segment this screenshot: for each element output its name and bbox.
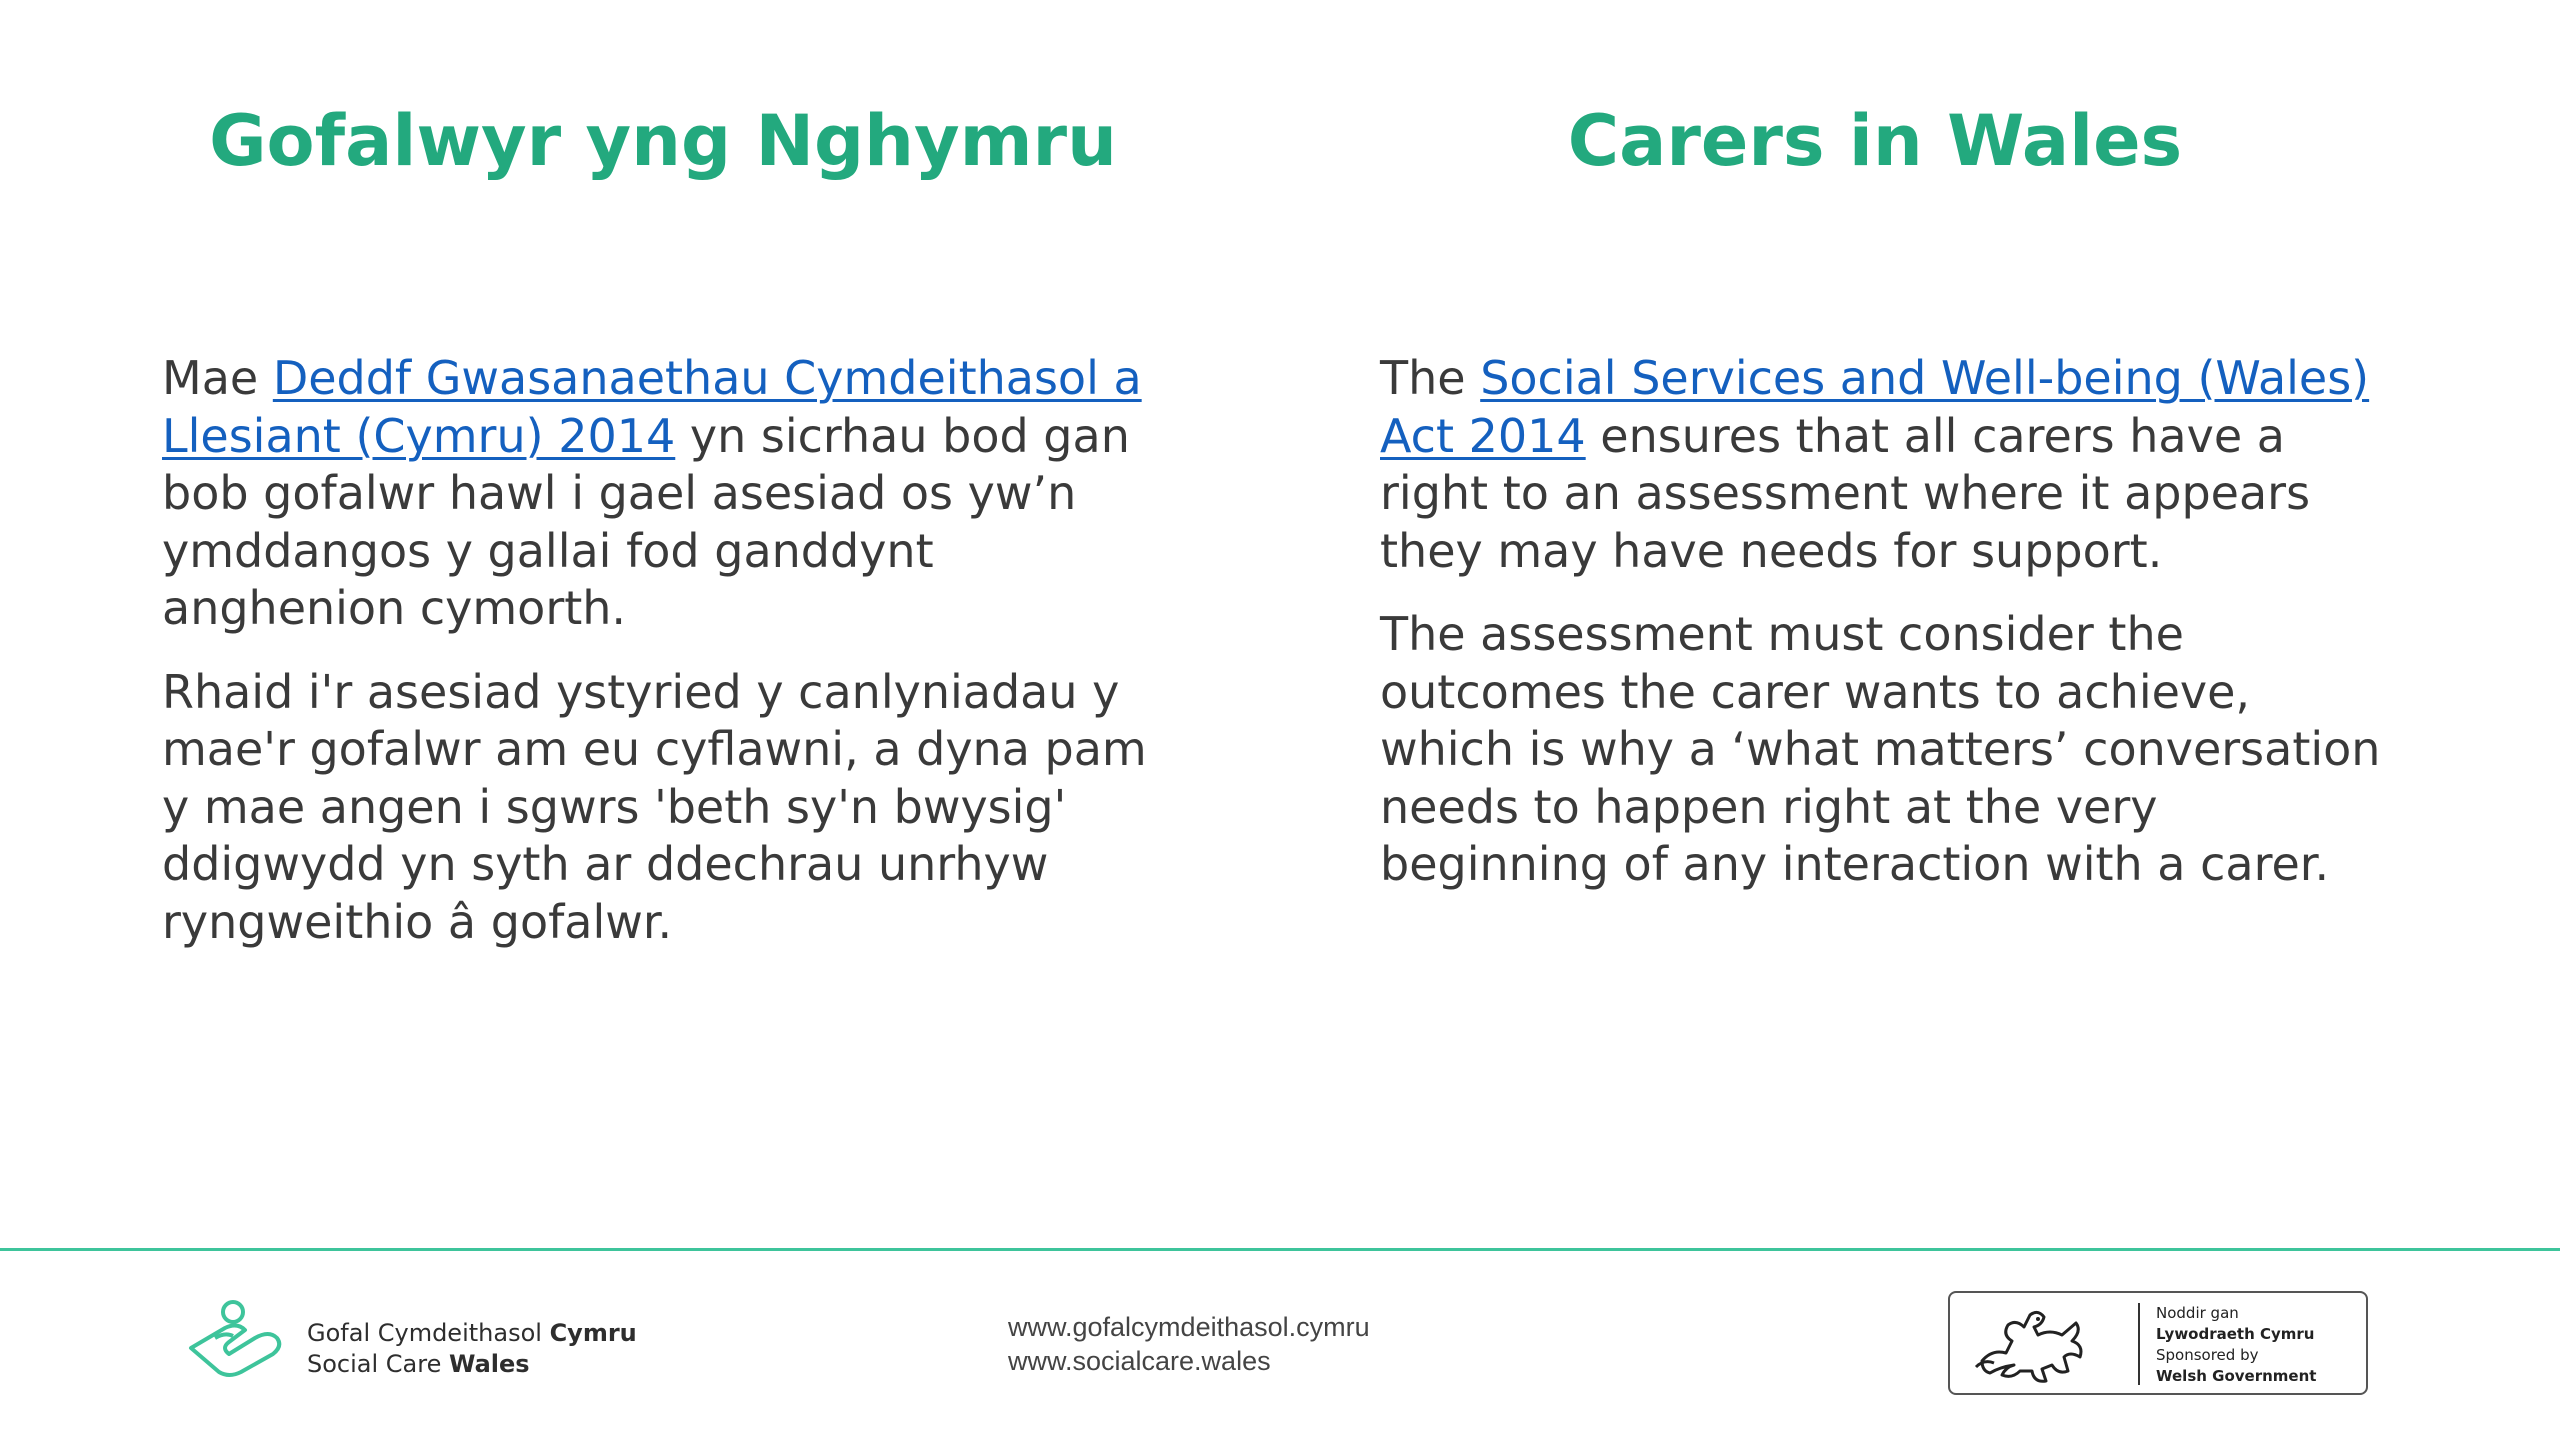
- english-p1-suffix: ensures that all carers have a right to an assessment where it appears they may have needs for support.: [1380, 408, 2311, 578]
- badge-line-3: Sponsored by: [2156, 1346, 2259, 1364]
- welsh-body: [162, 350, 1172, 977]
- logo-welsh-regular: Gofal Cymdeithasol: [307, 1319, 550, 1347]
- badge-line-2: Lywodraeth Cymru: [2156, 1325, 2315, 1343]
- welsh-dragon-icon: [1972, 1301, 2092, 1387]
- english-act-link[interactable]: Social Services and Well-being (Wales) Act 2014: [1380, 351, 2370, 463]
- logo-english-bold: Wales: [448, 1350, 530, 1378]
- welsh-government-badge: [1948, 1291, 2368, 1395]
- badge-line-1: Noddir gan: [2156, 1304, 2239, 1322]
- welsh-paragraph-1: [162, 350, 1172, 638]
- welsh-act-link[interactable]: Deddf Gwasanaethau Cymdeithasol a Llesiant (Cymru) 2014: [162, 351, 1142, 463]
- english-paragraph-1: [1380, 350, 2390, 580]
- badge-line-4: Welsh Government: [2156, 1367, 2317, 1385]
- url-welsh[interactable]: www.gofalcymdeithasol.cymru: [1008, 1312, 1370, 1342]
- english-body: [1380, 350, 2390, 920]
- social-care-wales-logo: [185, 1298, 745, 1378]
- logo-line-welsh: [307, 1318, 637, 1349]
- welsh-title: Gofalwyr yng Nghymru: [209, 100, 1117, 182]
- welsh-paragraph-2: Rhaid i'r asesiad ystyried y canlyniadau y mae'r gofalwr am eu cyflawni, a dyna pam y mae angen i sgwrs 'beth sy'n bwysig' ddigwydd yn syth ar ddechrau unrhyw ryngweithio â gofalwr.: [162, 664, 1147, 949]
- logo-wordmark: [307, 1318, 637, 1380]
- badge-text: [2156, 1303, 2316, 1387]
- footer-urls: [1008, 1310, 1370, 1378]
- url-english[interactable]: www.socialcare.wales: [1008, 1346, 1271, 1376]
- social-care-wales-logo-icon: [185, 1298, 295, 1378]
- logo-english-regular: Social Care: [307, 1350, 449, 1378]
- badge-divider: [2138, 1303, 2140, 1385]
- welsh-p1-suffix: yn sicrhau bod gan bob gofalwr hawl i gael asesiad os yw’n ymddangos y gallai fod ganddynt anghenion cymorth.: [162, 408, 1130, 635]
- english-title: Carers in Wales: [1567, 100, 2183, 182]
- english-p1-prefix: The: [1380, 351, 1481, 405]
- english-paragraph-2: The assessment must consider the outcomes the carer wants to achieve, which is why a ‘what matters’ conversation needs to happen right at the very beginning of any interaction with a carer.: [1380, 607, 2381, 891]
- footer-divider: [0, 1248, 2560, 1251]
- logo-welsh-bold: Cymru: [549, 1319, 637, 1347]
- logo-line-english: [307, 1349, 637, 1380]
- welsh-p1-prefix: Mae: [162, 351, 273, 405]
